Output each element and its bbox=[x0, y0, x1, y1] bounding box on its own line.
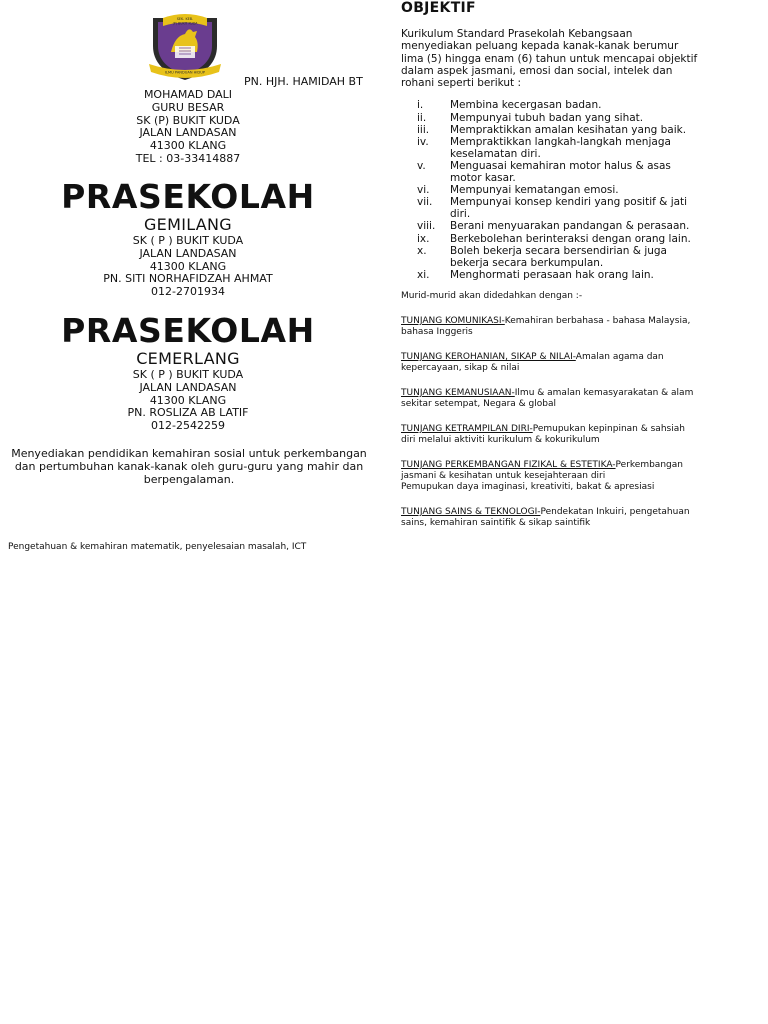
class-1-school: SK ( P ) BUKIT KUDA bbox=[132, 234, 244, 247]
pillar-text: Kemahiran berbahasa - bahasa Malaysia, bahasa Inggeris bbox=[401, 315, 691, 337]
list-item bbox=[401, 124, 701, 136]
list-item-text: Menguasai kemahiran motor halus & asas motor kasar. bbox=[450, 159, 671, 185]
list-item-number: xi. bbox=[417, 268, 430, 281]
list-item-number: i. bbox=[417, 99, 424, 112]
list-item bbox=[401, 269, 701, 281]
class-1-contact-block bbox=[0, 235, 376, 299]
objective-list bbox=[401, 99, 701, 280]
pillar-title: TUNJANG PERKEMBANGAN FIZIKAL & ESTETIKA- bbox=[401, 459, 616, 470]
list-item-text: Mempraktikkan amalan kesihatan yang baik. bbox=[450, 123, 687, 136]
pillar-science-technology bbox=[401, 507, 701, 529]
list-item-number: vi. bbox=[417, 184, 430, 197]
class-2-school: SK ( P ) BUKIT KUDA bbox=[132, 368, 244, 381]
school-phone: TEL : 03-33414887 bbox=[135, 151, 241, 165]
pillar-title: TUNJANG KEMANUSIAAN- bbox=[401, 387, 515, 398]
principal-title: GURU BESAR bbox=[151, 100, 225, 114]
class-2-title: PRASEKOLAH bbox=[61, 311, 315, 350]
list-item-number: x. bbox=[417, 244, 427, 257]
list-item-text: Mempunyai konsep kendiri yang positif & jati diri. bbox=[450, 196, 688, 221]
class-2-postcode: 41300 KLANG bbox=[149, 393, 227, 407]
pillar-title: TUNJANG KETRAMPILAN DIRI- bbox=[401, 423, 533, 434]
list-item-number: ix. bbox=[417, 232, 430, 245]
pillar-personal-skills bbox=[401, 424, 701, 446]
pillar-text: Amalan agama dan kepercayaan, sikap & nilai bbox=[401, 351, 664, 373]
list-item-text: Mempunyai tubuh badan yang sihat. bbox=[450, 111, 644, 124]
objective-column bbox=[401, 0, 701, 529]
pillar-spirituality bbox=[401, 352, 701, 374]
list-item bbox=[401, 245, 701, 269]
pillar-extra-text: Pemupukan daya imaginasi, kreativiti, bakat & apresiasi bbox=[401, 481, 655, 492]
list-item-number: iv. bbox=[417, 135, 429, 148]
list-item-number: ii. bbox=[417, 111, 427, 124]
class-2-contact-block bbox=[0, 369, 376, 433]
principal-contact-block bbox=[0, 89, 376, 166]
pillar-text: Ilmu & amalan kemasyarakatan & alam sekitar setempat, Negara & global bbox=[401, 387, 694, 409]
principal-name-line-2: MOHAMAD DALI bbox=[143, 88, 233, 101]
pupils-intro: Murid-murid akan didedahkan dengan :- bbox=[401, 290, 583, 301]
list-item bbox=[401, 233, 701, 245]
pillar-text: Perkembangan jasmani & kesihatan untuk kesejahteraan diri bbox=[401, 459, 683, 481]
svg-text:SEK. KEB.: SEK. KEB. bbox=[176, 17, 194, 21]
pillar-humanity bbox=[401, 388, 701, 410]
list-item bbox=[401, 136, 701, 160]
list-item bbox=[401, 99, 701, 111]
class-1-postcode: 41300 KLANG bbox=[149, 259, 227, 273]
school-crest-logo bbox=[145, 12, 225, 82]
list-item-text: Boleh bekerja secara bersendirian & juga bekerja secara berkumpulan. bbox=[450, 244, 667, 269]
list-item-number: iii. bbox=[417, 123, 430, 136]
list-item-text: Berkebolehan berinteraksi dengan orang lain. bbox=[450, 232, 691, 245]
school-postcode: 41300 KLANG bbox=[149, 139, 227, 153]
principal-name-line-1: PN. HJH. HAMIDAH BT bbox=[244, 75, 363, 88]
list-item bbox=[401, 196, 701, 220]
pillar-physical-aesthetic bbox=[401, 460, 701, 493]
pillar-text: Pendekatan Inkuiri, pengetahuan sains, kemahiran saintifik & sikap saintifik bbox=[401, 506, 690, 528]
svg-text:(P) BUKIT KUDA: (P) BUKIT KUDA bbox=[172, 21, 198, 26]
list-item-number: vii. bbox=[417, 196, 433, 209]
list-item bbox=[401, 220, 701, 232]
class-2-street: JALAN LANDASAN bbox=[139, 380, 237, 394]
svg-text:ILMU PANDUAN HIDUP: ILMU PANDUAN HIDUP bbox=[164, 70, 206, 75]
math-skills-line: Pengetahuan & kemahiran matematik, penyelesaian masalah, ICT bbox=[8, 542, 307, 552]
pillar-text: Pemupukan kepinpinan & sahsiah diri melalui aktiviti kurikulum & kokurikulum bbox=[401, 423, 685, 445]
list-item-number: viii. bbox=[417, 220, 436, 233]
list-item bbox=[401, 184, 701, 196]
list-item-text: Mempunyai kematangan emosi. bbox=[450, 184, 619, 197]
school-name: SK (P) BUKIT KUDA bbox=[136, 113, 240, 127]
class-1-street: JALAN LANDASAN bbox=[139, 246, 237, 260]
class-1-name: GEMILANG bbox=[143, 215, 233, 234]
class-1-title: PRASEKOLAH bbox=[61, 177, 315, 216]
class-2-name: CEMERLANG bbox=[136, 349, 240, 368]
pillar-communication bbox=[401, 316, 701, 338]
list-item bbox=[401, 112, 701, 124]
list-item-number: v. bbox=[417, 159, 426, 172]
class-2-phone: 012-2542259 bbox=[151, 419, 225, 433]
objective-heading: OBJEKTIF bbox=[401, 0, 476, 16]
list-item-text: Mempraktikkan langkah-langkah menjaga keselamatan diri. bbox=[450, 135, 671, 160]
list-item-text: Membina kecergasan badan. bbox=[450, 99, 602, 112]
class-1-phone: 012-2701934 bbox=[151, 285, 225, 299]
class-1-teacher: PN. SITI NORHAFIDZAH AHMAT bbox=[103, 272, 273, 286]
list-item-text: Berani menyuarakan pandangan & perasaan. bbox=[450, 220, 690, 233]
pillar-title: TUNJANG SAINS & TEKNOLOGI- bbox=[401, 506, 541, 517]
class-2-teacher: PN. ROSLIZA AB LATIF bbox=[127, 406, 249, 420]
mission-statement: Menyediakan pendidikan kemahiran sosial untuk perkembangan dan pertumbuhan kanak-kanak oleh guru-guru yang mahir dan berpengalaman. bbox=[11, 447, 367, 486]
school-street: JALAN LANDASAN bbox=[139, 126, 237, 140]
list-item-text: Menghormati perasaan hak orang lain. bbox=[450, 268, 654, 281]
list-item bbox=[401, 160, 701, 184]
pillar-title: TUNJANG KOMUNIKASI- bbox=[401, 315, 505, 326]
pillar-title: TUNJANG KEROHANIAN, SIKAP & NILAI- bbox=[401, 351, 576, 362]
objective-intro: Kurikulum Standard Prasekolah Kebangsaan menyediakan peluang kepada kanak-kanak berumur lima (5) hingga enam (6) tahun untuk mencapai objektif dalam aspek jasmani, emosi dan social, intelek dan rohani seperti berikut : bbox=[401, 28, 698, 90]
